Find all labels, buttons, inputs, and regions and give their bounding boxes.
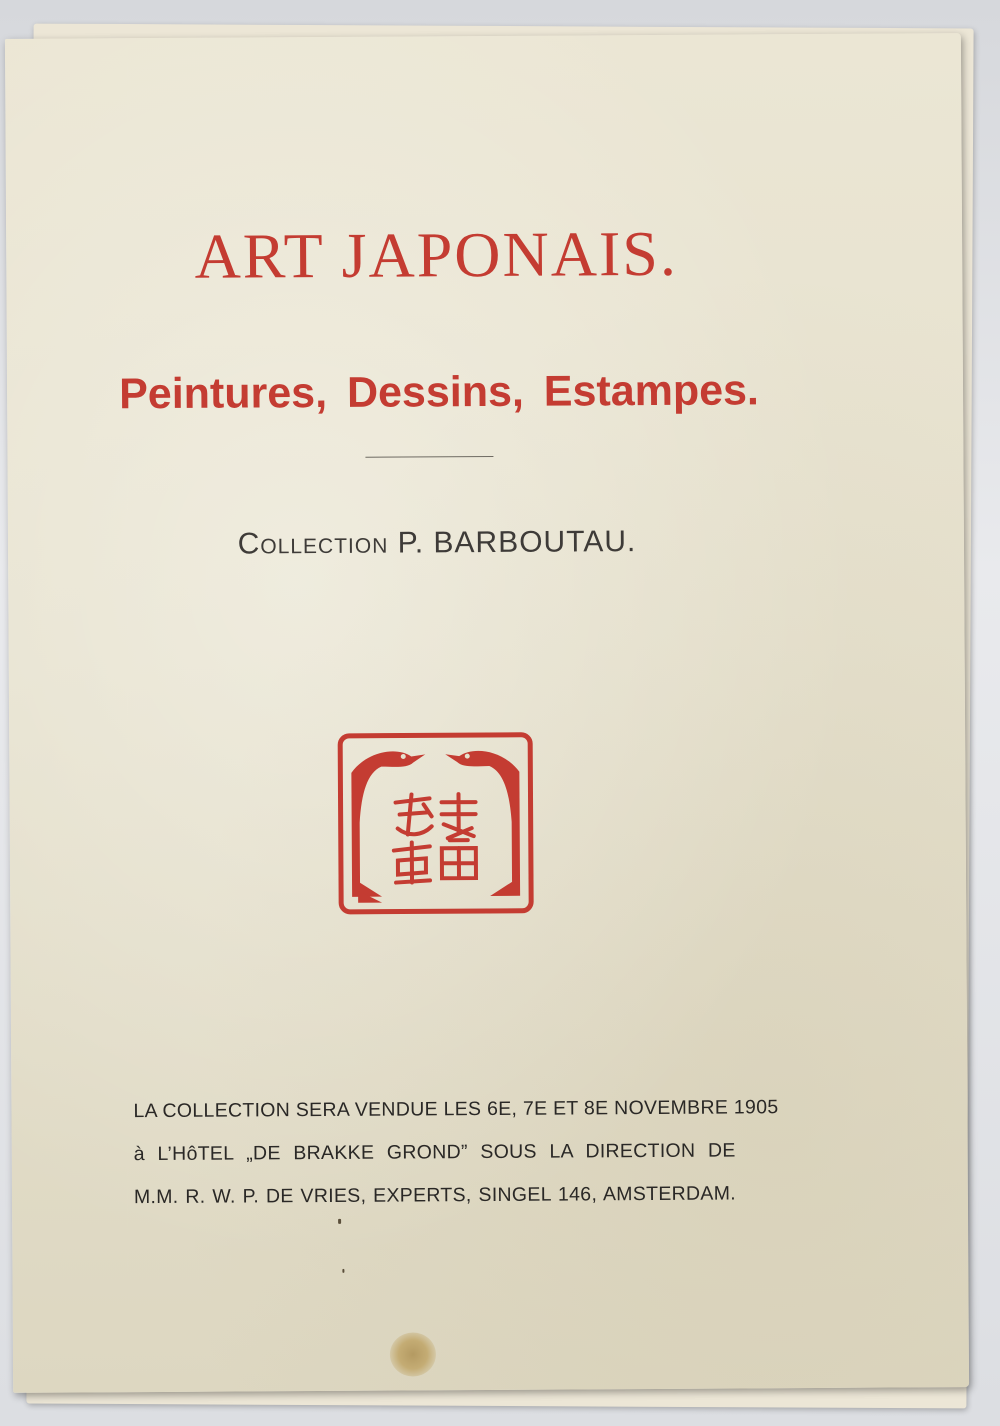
notice-line: M.M. R. W. P. DE VRIES, EXPERTS, SINGEL 146, AMSTERDAM. xyxy=(133,1182,737,1209)
left-bird-eye xyxy=(401,754,406,759)
catalogue-cover xyxy=(5,33,969,1393)
sale-notice xyxy=(133,1086,779,1219)
cover-title: ART JAPONAIS. xyxy=(194,217,679,292)
red-seal-stamp xyxy=(337,732,534,915)
notice-line: à L’HôTEL „DE BRAKKE GROND” SOUS LA DIRECTION DE xyxy=(133,1139,736,1166)
cover-subtitle: Peintures, Dessins, Estampes. xyxy=(119,366,760,419)
paper-speck xyxy=(338,1219,341,1224)
paper-stain xyxy=(390,1332,436,1376)
notice-line: LA COLLECTION SERA VENDUE LES 6E, 7E ET 8E NOVEMBRE 1905 xyxy=(133,1096,779,1123)
divider-rule xyxy=(365,456,493,458)
right-bird-shape xyxy=(445,751,520,897)
right-bird-eye xyxy=(465,754,470,759)
paper-speck xyxy=(342,1269,344,1273)
collection-name: Collection P. BARBOUTAU. xyxy=(237,525,637,561)
seal-characters xyxy=(393,794,476,882)
